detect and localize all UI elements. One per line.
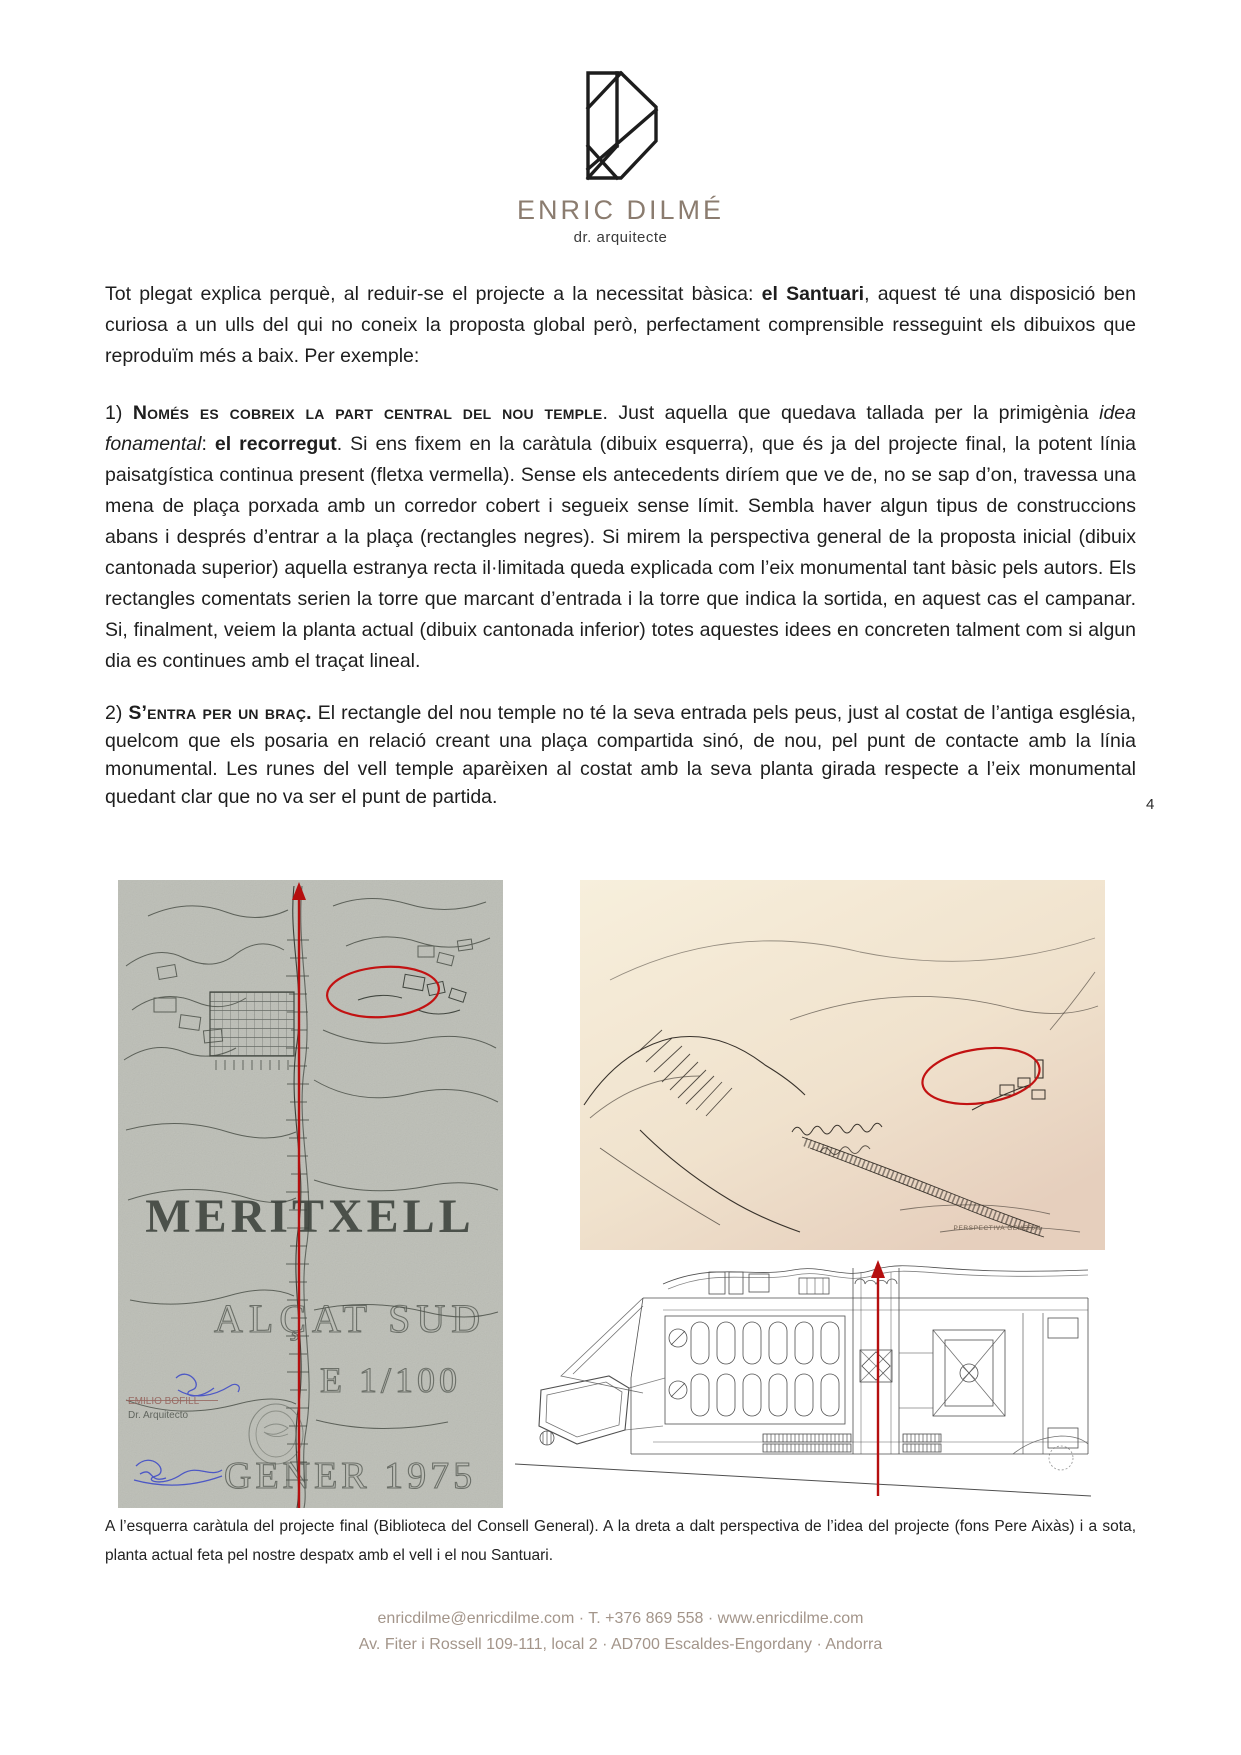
caratula-stencil-escala: E 1/100 bbox=[320, 1360, 461, 1400]
caratula-title-text: MERITXELL bbox=[145, 1190, 475, 1243]
perspective-paper bbox=[580, 880, 1105, 1250]
enric-dilme-logo-icon bbox=[583, 70, 659, 187]
footer-contact-line: enricdilme@enricdilme.com · T. +376 869 558 · www.enricdilme.com bbox=[377, 1610, 864, 1627]
figures-block bbox=[105, 880, 1136, 1508]
body-text bbox=[105, 279, 1136, 879]
paragraph-item2 bbox=[105, 699, 1136, 811]
header bbox=[0, 0, 1241, 246]
caratula-stamp-title: Dr. Arquitecto bbox=[128, 1410, 189, 1421]
page-number: 4 bbox=[1146, 796, 1155, 813]
paragraph-intro bbox=[105, 279, 1136, 372]
intro-text-2: , aquest té una disposició ben curiosa a un ulls del qui no coneix la proposta global però, perfectament comprensible resseguint els dibuixos que reproduïm més a baix. Per exemple: bbox=[105, 283, 1136, 367]
footer bbox=[0, 1606, 1241, 1658]
page-title: ENRIC DILMÉ bbox=[516, 195, 725, 225]
item1-text-3: . Si ens fixem en la caràtula (dibuix esquerra), que és ja del projecte final, la potent línia paisatgística continua present (fletxa vermella). Sense els antecedents diríem que ve de, no se sap d’on, travessa una mena de plaça porxada amb un corredor cobert i segueix sense límit. Sembla haver algun tipus de construccions abans i després d’entrar a la plaça (rectangles negres). Si mirem la perspectiva general de la proposta inicial (dibuix cantonada superior) aquella estranya recta il·limitada queda explicada com l’eix monumental tant bàsic pels autors. Els rectangles comentats serien la torre que marcant d’entrada i la torre que indica la sortida, en aquest cas el campanar. Si, finalment, veiem la planta actual (dibuix cantonada inferior) totes aquestes idees en concreten talment com si algun dia es continues amb el traçat lineal. bbox=[105, 433, 1136, 672]
item2-number: 2) bbox=[105, 702, 129, 724]
caratula-stamp-name: EMILIO BOFILL bbox=[128, 1396, 200, 1407]
figure-plan bbox=[513, 1258, 1093, 1500]
intro-bold-santuari: el Santuari bbox=[761, 283, 865, 305]
item2-text-1: El rectangle del nou temple no té la seva entrada pels peus, just al costat de l’antiga església, quelcom que els posaria en relació creant una plaça compartida sinó, de nou, pel punt de contacte amb la línia monumental. Les runes del vell temple aparèixen al costat amb la seva planta girada respecte a l’eix monumental quedant clar que no va ser el punt de partida. bbox=[105, 702, 1136, 808]
perspective-label: PERSPECTIVA GENERAL bbox=[953, 1225, 1043, 1232]
item2-heading: S’entra per un braç. bbox=[128, 702, 312, 724]
caratula-stencil-alcat-sud: ALÇAT SUD bbox=[214, 1296, 487, 1341]
paragraph-item1 bbox=[105, 398, 1136, 677]
item1-text-2: : bbox=[201, 433, 215, 455]
item1-heading: Només es cobreix la part central del nou temple bbox=[132, 402, 603, 424]
page-subtitle: dr. arquitecte bbox=[573, 229, 668, 246]
item1-text-1: . Just aquella que quedava tallada per la primigènia bbox=[602, 402, 1100, 424]
figure-caption: A l’esquerra caràtula del projecte final (Biblioteca del Consell General). A la dreta a dalt perspectiva de l’idea del projecte (fons Pere Aixàs) i a sota, planta actual feta pel nostre despatx amb el vell i el nou Santuari. bbox=[105, 1518, 1136, 1564]
item1-number: 1) bbox=[105, 402, 133, 424]
figure-perspective bbox=[580, 880, 1105, 1250]
caratula-stencil-gener: GENER 1975 bbox=[224, 1455, 477, 1497]
item1-italic: idea fonamental bbox=[105, 402, 1136, 455]
item1-bold-recorregut: el recorregut bbox=[214, 433, 337, 455]
intro-text: Tot plegat explica perquè, al reduir-se el projecte a la necessitat bàsica: bbox=[105, 283, 762, 305]
figure-caratula bbox=[118, 880, 503, 1508]
footer-address-line: Av. Fiter i Rossell 109-111, local 2 · AD700 Escaldes-Engordany · Andorra bbox=[358, 1636, 883, 1653]
